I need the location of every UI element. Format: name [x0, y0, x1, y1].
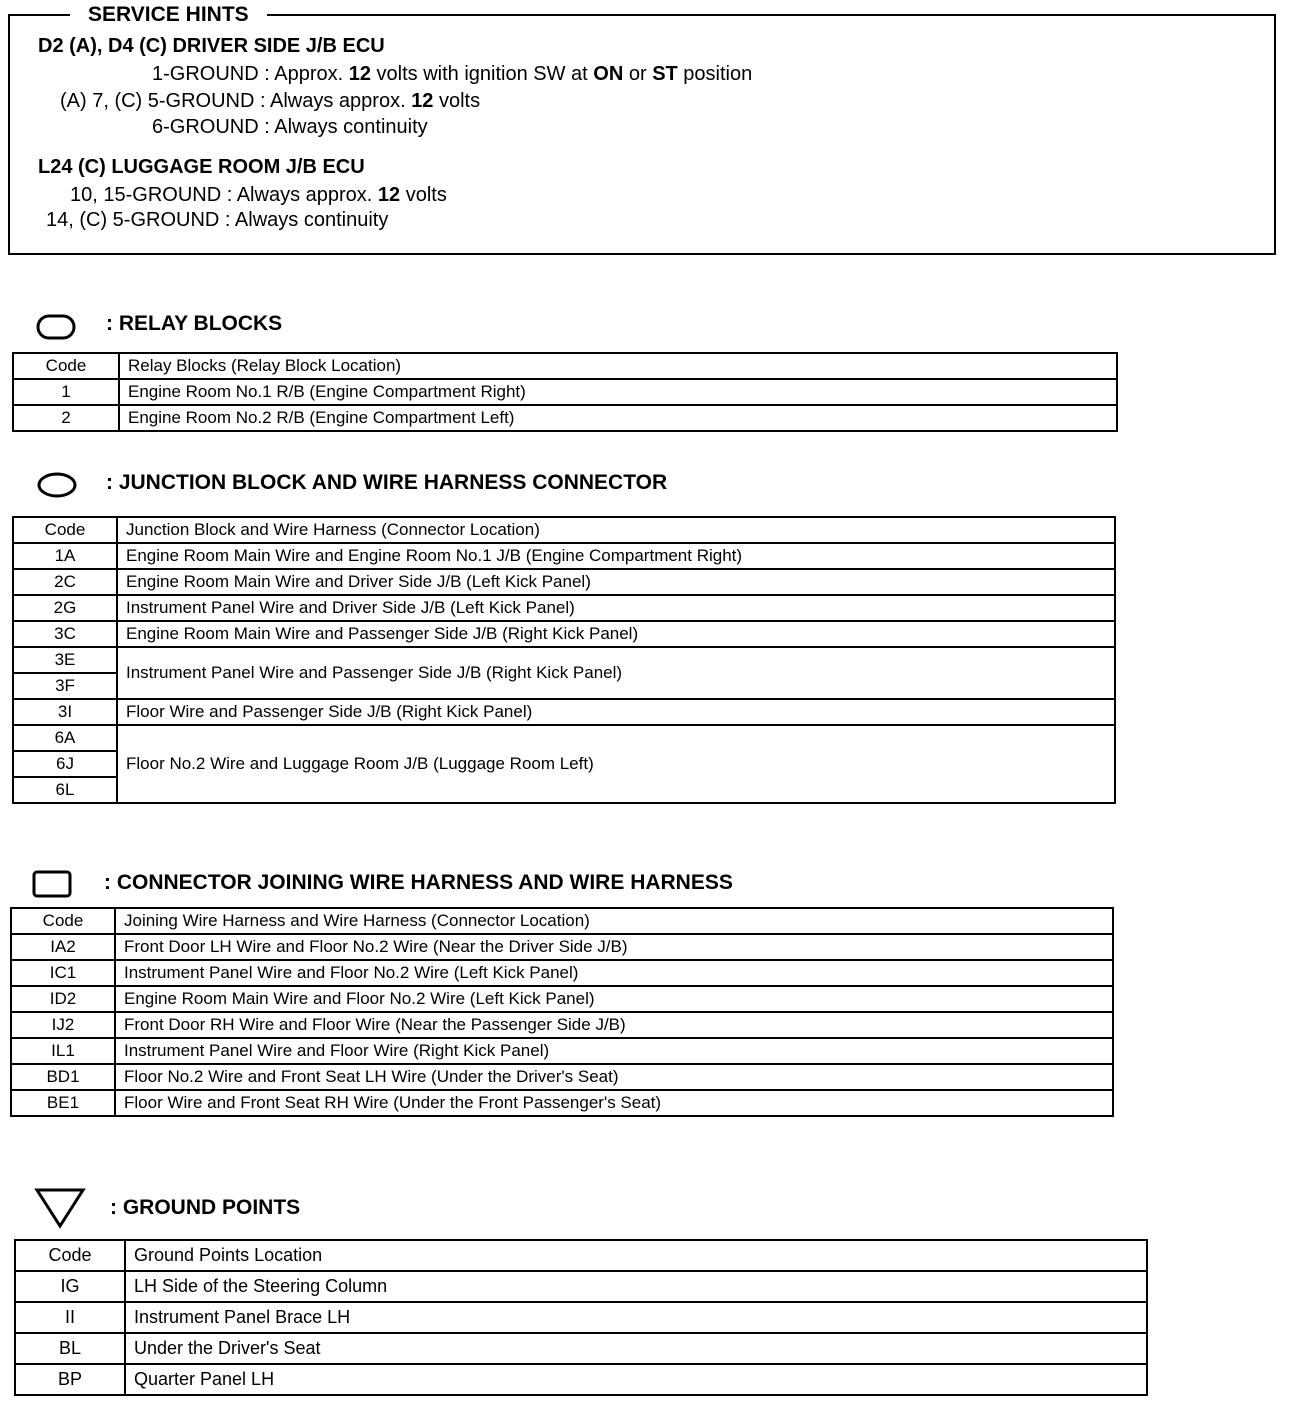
table-row	[13, 647, 1115, 673]
location-cell: Floor Wire and Front Seat RH Wire (Under the Front Passenger's Seat)	[115, 1090, 1113, 1116]
header-cell: Code	[11, 908, 115, 934]
code-cell: BL	[15, 1333, 125, 1364]
table-row	[13, 379, 1117, 405]
location-cell: Engine Room Main Wire and Engine Room No.1 J/B (Engine Compartment Right)	[117, 543, 1115, 569]
code-cell: BP	[15, 1364, 125, 1395]
table-row	[13, 543, 1115, 569]
code-cell: 3I	[13, 699, 117, 725]
code-cell: 3C	[13, 621, 117, 647]
header-cell: Junction Block and Wire Harness (Connector Location)	[117, 517, 1115, 543]
code-cell: IJ2	[11, 1012, 115, 1038]
table-header-row	[13, 517, 1115, 543]
table-row	[13, 595, 1115, 621]
location-cell: Instrument Panel Wire and Passenger Side J/B (Right Kick Panel)	[117, 647, 1115, 699]
location-cell: Floor No.2 Wire and Luggage Room J/B (Luggage Room Left)	[117, 725, 1115, 803]
header-cell: Code	[15, 1240, 125, 1271]
table-row	[15, 1364, 1147, 1395]
code-cell: 2G	[13, 595, 117, 621]
table-row	[13, 621, 1115, 647]
code-cell: 2	[13, 405, 119, 431]
table-row	[15, 1271, 1147, 1302]
table-header-row	[11, 908, 1113, 934]
hint-line: 14, (C) 5-GROUND : Always continuity	[46, 209, 389, 231]
code-cell: 1	[13, 379, 119, 405]
header-cell: Ground Points Location	[125, 1240, 1147, 1271]
location-cell: Engine Room Main Wire and Passenger Side J/B (Right Kick Panel)	[117, 621, 1115, 647]
d2-heading: D2 (A), D4 (C) DRIVER SIDE J/B ECU	[38, 35, 385, 57]
code-cell: 1A	[13, 543, 117, 569]
location-cell: Engine Room No.2 R/B (Engine Compartment Left)	[119, 405, 1117, 431]
code-cell: BD1	[11, 1064, 115, 1090]
code-cell: 3F	[13, 673, 117, 699]
location-cell: Floor Wire and Passenger Side J/B (Right Kick Panel)	[117, 699, 1115, 725]
location-cell: Under the Driver's Seat	[125, 1333, 1147, 1364]
location-cell: Quarter Panel LH	[125, 1364, 1147, 1395]
relay-blocks-table	[12, 352, 1118, 432]
down-triangle-icon	[34, 1186, 86, 1230]
table-header-row	[13, 353, 1117, 379]
header-cell: Code	[13, 353, 119, 379]
table-row	[11, 1012, 1113, 1038]
square-icon	[32, 870, 74, 898]
location-cell: Front Door RH Wire and Floor Wire (Near the Passenger Side J/B)	[115, 1012, 1113, 1038]
table-header-row	[15, 1240, 1147, 1271]
code-cell: IC1	[11, 960, 115, 986]
code-cell: IA2	[11, 934, 115, 960]
location-cell: Engine Room Main Wire and Floor No.2 Wire (Left Kick Panel)	[115, 986, 1113, 1012]
ground-points-table	[14, 1239, 1148, 1396]
ground-points-heading: : GROUND POINTS	[110, 1196, 301, 1219]
table-row	[13, 405, 1117, 431]
table-row	[11, 1064, 1113, 1090]
location-cell: Instrument Panel Wire and Driver Side J/B (Left Kick Panel)	[117, 595, 1115, 621]
code-cell: 6A	[13, 725, 117, 751]
table-row	[15, 1302, 1147, 1333]
table-row	[13, 699, 1115, 725]
table-row	[11, 986, 1113, 1012]
code-cell: 2C	[13, 569, 117, 595]
code-cell: IL1	[11, 1038, 115, 1064]
hint-line: (A) 7, (C) 5-GROUND : Always approx. 12 volts	[60, 90, 481, 112]
code-cell: IG	[15, 1271, 125, 1302]
connector-table	[10, 907, 1114, 1117]
junction-block-table	[12, 516, 1116, 804]
hint-line: 1-GROUND : Approx. 12 volts with ignition SW at ON or ST position	[152, 63, 753, 85]
code-cell: BE1	[11, 1090, 115, 1116]
code-cell: 3E	[13, 647, 117, 673]
location-cell: Instrument Panel Wire and Floor Wire (Right Kick Panel)	[115, 1038, 1113, 1064]
rounded-rectangle-icon	[36, 314, 76, 340]
code-cell: ID2	[11, 986, 115, 1012]
connector-heading: : CONNECTOR JOINING WIRE HARNESS AND WIRE HARNESS	[104, 871, 733, 894]
oval-icon	[36, 471, 78, 499]
table-row	[11, 934, 1113, 960]
service-hints-title: SERVICE HINTS	[70, 2, 267, 28]
header-cell: Joining Wire Harness and Wire Harness (Connector Location)	[115, 908, 1113, 934]
junction-block-heading: : JUNCTION BLOCK AND WIRE HARNESS CONNECTOR	[106, 471, 668, 494]
header-cell: Relay Blocks (Relay Block Location)	[119, 353, 1117, 379]
table-row	[11, 1090, 1113, 1116]
code-cell: 6L	[13, 777, 117, 803]
code-cell: 6J	[13, 751, 117, 777]
table-row	[11, 1038, 1113, 1064]
location-cell: Floor No.2 Wire and Front Seat LH Wire (Under the Driver's Seat)	[115, 1064, 1113, 1090]
location-cell: Instrument Panel Wire and Floor No.2 Wire (Left Kick Panel)	[115, 960, 1113, 986]
table-row	[13, 569, 1115, 595]
hint-line: 10, 15-GROUND : Always approx. 12 volts	[70, 184, 447, 206]
location-cell: Instrument Panel Brace LH	[125, 1302, 1147, 1333]
location-cell: Front Door LH Wire and Floor No.2 Wire (Near the Driver Side J/B)	[115, 934, 1113, 960]
l24-heading: L24 (C) LUGGAGE ROOM J/B ECU	[38, 156, 365, 178]
table-row	[15, 1333, 1147, 1364]
hint-line: 6-GROUND : Always continuity	[152, 116, 428, 138]
location-cell: LH Side of the Steering Column	[125, 1271, 1147, 1302]
table-row	[13, 725, 1115, 751]
location-cell: Engine Room Main Wire and Driver Side J/B (Left Kick Panel)	[117, 569, 1115, 595]
relay-blocks-heading: : RELAY BLOCKS	[106, 312, 283, 335]
table-row	[11, 960, 1113, 986]
header-cell: Code	[13, 517, 117, 543]
location-cell: Engine Room No.1 R/B (Engine Compartment Right)	[119, 379, 1117, 405]
code-cell: II	[15, 1302, 125, 1333]
